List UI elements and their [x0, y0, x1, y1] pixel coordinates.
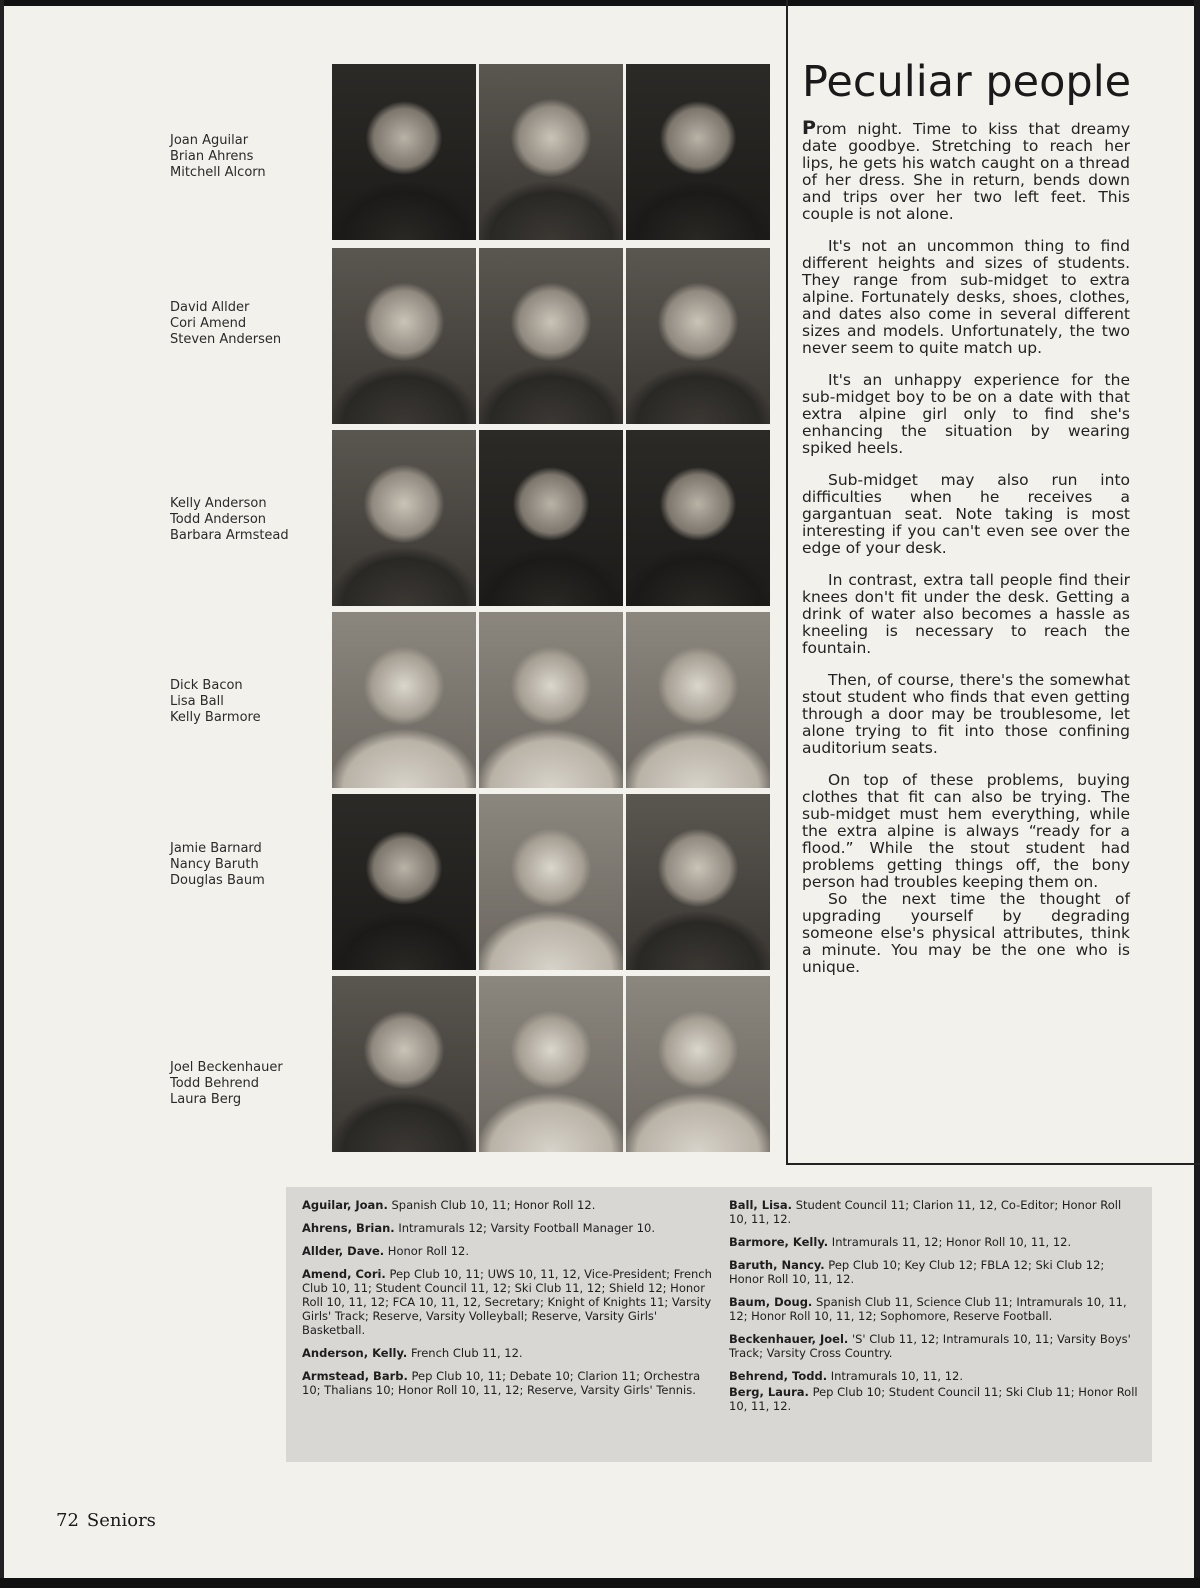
- senior-bio: [729, 1258, 1141, 1286]
- bio-text: French Club 11, 12.: [410, 1346, 523, 1360]
- page-left-edge: [0, 0, 4, 1588]
- article-paragraph: So the next time the thought of upgrading yourself by degrading someone else's physical attributes, think a minute. You may be the one who is unique.: [802, 890, 1130, 976]
- bio-name: Berg, Laura.: [729, 1385, 809, 1399]
- student-portrait: [332, 612, 476, 788]
- page-footer: [56, 1510, 156, 1531]
- page-number: 72: [56, 1510, 79, 1531]
- student-portrait: [479, 794, 623, 970]
- senior-bio: [302, 1267, 714, 1337]
- article-paragraph: It's not an uncommon thing to find different heights and sizes of students. They range from sub-midget to extra alpine. Fortunately desks, shoes, clothes, and dates also come in several different sizes and models. Unfortunately, the two never seem to quite match up.: [802, 237, 1130, 357]
- bio-text: Spanish Club 11, Science Club 11; Intramurals 10, 11, 12; Honor Roll 10, 11, 12; Sophomore, Reserve Football.: [729, 1295, 1127, 1323]
- section-name: Seniors: [86, 1510, 156, 1531]
- bio-text: 'S' Club 11, 12; Intramurals 10, 11; Varsity Boys' Track; Varsity Cross Country.: [729, 1332, 1131, 1360]
- student-portrait: [332, 64, 476, 240]
- student-portrait: [479, 612, 623, 788]
- bio-name: Amend, Cori.: [302, 1267, 386, 1281]
- senior-activities-left-column: [302, 1198, 714, 1406]
- senior-bio: [729, 1332, 1141, 1360]
- student-portrait: [626, 64, 770, 240]
- photo-row-names: [170, 1060, 320, 1108]
- senior-bio: [302, 1369, 714, 1397]
- student-name: Joel Beckenhauer: [170, 1060, 283, 1075]
- student-name: Brian Ahrens: [170, 149, 254, 164]
- article-paragraph: [802, 117, 1130, 223]
- drop-cap: P: [802, 117, 816, 139]
- bio-name: Behrend, Todd.: [729, 1369, 828, 1383]
- bio-name: Allder, Dave.: [302, 1244, 385, 1258]
- bio-name: Aguilar, Joan.: [302, 1198, 388, 1212]
- sidebar-vertical-rule: [786, 0, 788, 1165]
- student-name: Laura Berg: [170, 1092, 242, 1107]
- student-portrait: [626, 248, 770, 424]
- bio-text: Intramurals 10, 11, 12.: [830, 1369, 963, 1383]
- bio-name: Baum, Doug.: [729, 1295, 813, 1309]
- student-name: Barbara Armstead: [170, 528, 289, 543]
- student-portrait: [332, 430, 476, 606]
- bio-text: Spanish Club 10, 11; Honor Roll 12.: [391, 1198, 596, 1212]
- photo-row-names: [170, 678, 320, 726]
- senior-bio: [302, 1198, 714, 1212]
- student-portrait: [626, 430, 770, 606]
- senior-bio: [302, 1244, 714, 1258]
- bio-name: Beckenhauer, Joel.: [729, 1332, 849, 1346]
- student-portrait: [479, 64, 623, 240]
- student-name: David Allder: [170, 300, 250, 315]
- student-name: Kelly Barmore: [170, 710, 261, 725]
- student-name: Cori Amend: [170, 316, 247, 331]
- article-paragraph: Sub-midget may also run into difficulties when he receives a gargantuan seat. Note taking is most interesting if you can't even see over the edge of your desk.: [802, 471, 1130, 557]
- student-name: Todd Behrend: [170, 1076, 260, 1091]
- bio-name: Baruth, Nancy.: [729, 1258, 825, 1272]
- bio-name: Ahrens, Brian.: [302, 1221, 395, 1235]
- bio-text: Pep Club 10, 11; UWS 10, 11, 12, Vice-President; French Club 10, 11; Student Council 11, 12; Ski Club 11, 12; Shield 12; Honor Roll 10, 11, 12; FCA 10, 11, 12, Secretary; Knight of Knights 11; Varsity Girls' Track; Reserve, Varsity Volleyball; Reserve, Varsity Girls' Basketball.: [302, 1267, 712, 1337]
- bio-text: Intramurals 12; Varsity Football Manager 10.: [398, 1221, 656, 1235]
- senior-bio: [729, 1369, 1141, 1383]
- student-name: Nancy Baruth: [170, 857, 259, 872]
- bio-text: Intramurals 11, 12; Honor Roll 10, 11, 12.: [831, 1235, 1072, 1249]
- student-name: Mitchell Alcorn: [170, 165, 266, 180]
- senior-bio: [729, 1385, 1141, 1413]
- page-top-edge: [0, 0, 1200, 6]
- article-paragraph: Then, of course, there's the somewhat stout student who finds that even getting through a door may be troublesome, let alone trying to fit into those confining auditorium seats.: [802, 671, 1130, 757]
- senior-bio: [729, 1198, 1141, 1226]
- senior-bio: [729, 1235, 1141, 1249]
- student-portrait: [332, 248, 476, 424]
- article-body: [802, 117, 1130, 976]
- bio-name: Anderson, Kelly.: [302, 1346, 408, 1360]
- student-name: Todd Anderson: [170, 512, 267, 527]
- student-name: Lisa Ball: [170, 694, 224, 709]
- bio-text: Pep Club 10; Key Club 12; FBLA 12; Ski Club 12; Honor Roll 10, 11, 12.: [729, 1258, 1105, 1286]
- student-portrait: [332, 794, 476, 970]
- bio-name: Ball, Lisa.: [729, 1198, 793, 1212]
- student-portrait: [626, 794, 770, 970]
- student-name: Dick Bacon: [170, 678, 243, 693]
- article-paragraph: On top of these problems, buying clothes that fit can also be trying. The sub-midget must hem everything, while the extra alpine is always “ready for a flood.” While the stout student had problems getting things off, the bony person had troubles keeping them on.: [802, 771, 1130, 891]
- page-bottom-edge: [0, 1578, 1200, 1588]
- senior-bio: [302, 1221, 714, 1235]
- student-name: Joan Aguilar: [170, 133, 249, 148]
- senior-bio: [729, 1295, 1141, 1323]
- photo-row-names: [170, 133, 320, 181]
- student-portrait: [332, 976, 476, 1152]
- student-name: Steven Andersen: [170, 332, 282, 347]
- bio-text: Student Council 11; Clarion 11, 12, Co-Editor; Honor Roll 10, 11, 12.: [729, 1198, 1122, 1226]
- student-portrait: [479, 248, 623, 424]
- bio-name: Barmore, Kelly.: [729, 1235, 829, 1249]
- photo-row-names: [170, 841, 320, 889]
- page-right-edge: [1194, 0, 1200, 1588]
- paragraph-text: rom night. Time to kiss that dreamy date goodbye. Stretching to reach her lips, he gets his watch caught on a thread of her dress. She in return, bends down and trips over her two left feet. This couple is not alone.: [802, 120, 1130, 223]
- article-paragraph: It's an unhappy experience for the sub-midget boy to be on a date with that extra alpine girl only to find she's enhancing the situation by wearing spiked heels.: [802, 371, 1130, 457]
- senior-bio: [302, 1346, 714, 1360]
- sidebar-horizontal-rule: [786, 1163, 1200, 1165]
- student-portrait: [626, 612, 770, 788]
- bio-text: Honor Roll 12.: [387, 1244, 470, 1258]
- article-title: Peculiar people: [802, 57, 1132, 107]
- bio-text: Pep Club 10, 11; Debate 10; Clarion 11; Orchestra 10; Thalians 10; Honor Roll 10, 11, 12; Reserve, Varsity Girls' Tennis.: [302, 1369, 701, 1397]
- student-portrait: [479, 430, 623, 606]
- student-portrait: [626, 976, 770, 1152]
- student-name: Douglas Baum: [170, 873, 265, 888]
- photo-row-names: [170, 496, 320, 544]
- bio-text: Pep Club 10; Student Council 11; Ski Club 11; Honor Roll 10, 11, 12.: [729, 1385, 1138, 1413]
- bio-name: Armstead, Barb.: [302, 1369, 408, 1383]
- photo-row-names: [170, 300, 320, 348]
- student-portrait: [479, 976, 623, 1152]
- senior-activities-right-column: [729, 1198, 1141, 1422]
- student-name: Jamie Barnard: [170, 841, 262, 856]
- student-name: Kelly Anderson: [170, 496, 267, 511]
- article-paragraph: In contrast, extra tall people find their knees don't fit under the desk. Getting a drink of water also becomes a hassle as kneeling is necessary to reach the fountain.: [802, 571, 1130, 657]
